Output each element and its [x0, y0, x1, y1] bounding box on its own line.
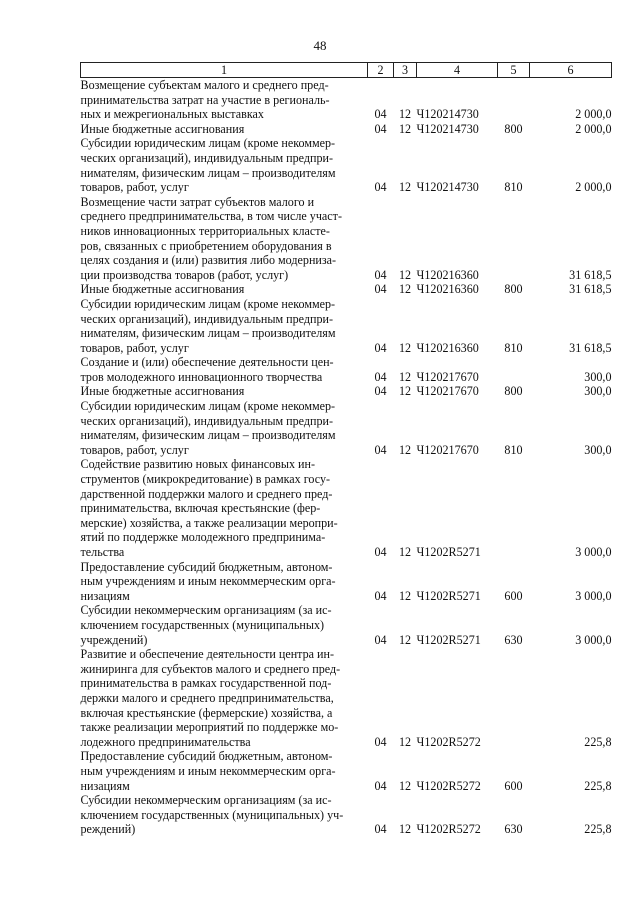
row-name-line: струментов (микрокредитование) в рамках госу- — [80, 472, 331, 487]
amount: 300,0 — [584, 369, 612, 384]
amount: 2 000,0 — [575, 180, 612, 195]
row-name-line: Иные бюджетные ассигнования — [80, 384, 245, 399]
section-code: 04 — [374, 632, 387, 647]
section-code: 04 — [374, 180, 387, 195]
expense-type-code: 810 — [504, 180, 523, 195]
table-row — [81, 122, 612, 137]
row-name-line: Возмещение части затрат субъектов малого и — [80, 194, 315, 209]
row-name-line: ников инновационных территориальных класте- — [80, 223, 330, 238]
row-name — [81, 195, 368, 283]
target-article-code: Ч120216360 — [416, 267, 479, 282]
row-name-line: принимательства в рамках государственной под- — [80, 676, 332, 691]
row-name-line: Субсидии некоммерческим организациям (за ис- — [80, 603, 332, 618]
header-col-5: 5 — [498, 63, 530, 78]
subsection-code: 12 — [398, 107, 412, 122]
subsection-code: 12 — [398, 384, 412, 399]
row-name-line: принимательства затрат на участие в региональ- — [80, 92, 330, 107]
subsection-code: 12 — [398, 442, 412, 457]
row-name-line: также реализации мероприятий по поддержке мо- — [80, 720, 339, 735]
amount: 225,8 — [584, 822, 612, 837]
row-name-line: Субсидии юридическим лицам (кроме некоммер- — [80, 399, 336, 414]
expense-type-code — [498, 355, 530, 384]
row-name-line: ным учреждениям и иным некоммерческим орга- — [80, 574, 336, 589]
expense-type-code: 600 — [504, 588, 523, 603]
expense-type-code: 630 — [504, 632, 523, 647]
row-name-line: Субсидии юридическим лицам (кроме некоммер- — [80, 296, 336, 311]
row-name — [81, 297, 368, 355]
expense-type-code: 800 — [504, 384, 523, 399]
row-name-line: реждений) — [80, 822, 136, 837]
row-name-line: ческих организаций), индивидуальным предпри- — [80, 150, 334, 165]
table-row — [81, 297, 612, 355]
row-name-line: товаров, работ, услуг — [80, 340, 189, 355]
amount: 2 000,0 — [575, 107, 612, 122]
row-name-line: Иные бюджетные ассигнования — [80, 121, 245, 136]
table-row — [81, 647, 612, 749]
row-name-line: принимательства, включая крестьянские (фер- — [80, 501, 321, 516]
expense-type-code: 600 — [504, 778, 523, 793]
subsection-code: 12 — [398, 734, 412, 749]
row-name-line: Субсидии некоммерческим организациям (за ис- — [80, 793, 332, 808]
section-code: 04 — [374, 107, 387, 122]
row-name-line: учреждений) — [80, 632, 148, 647]
row-name-line: Предоставление субсидий бюджетным, автоном- — [80, 559, 333, 574]
target-article-code: Ч120214730 — [416, 180, 479, 195]
row-name-line: ятий по поддержке молодежного предпринима- — [80, 530, 326, 545]
row-name-line: ров, связанных с приобретением оборудования в — [80, 238, 332, 253]
row-name-line: ческих организаций), индивидуальным предпри- — [80, 413, 334, 428]
subsection-code: 12 — [398, 588, 412, 603]
row-name-line: Содействие развитию новых финансовых ин- — [80, 457, 316, 472]
row-name-line: ции производства товаров (работ, услуг) — [80, 267, 289, 282]
target-article-code: Ч120217670 — [416, 384, 479, 399]
row-name-line: включая крестьянские (фермерские) хозяйства, а — [80, 705, 333, 720]
row-name-line: нимателям, физическим лицам – производителям — [80, 165, 336, 180]
section-code: 04 — [374, 121, 387, 136]
row-name-line: ным учреждениям и иным некоммерческим орга- — [80, 763, 336, 778]
target-article-code: Ч120214730 — [416, 107, 479, 122]
target-article-code: Ч1202R5271 — [416, 632, 481, 647]
amount: 2 000,0 — [575, 121, 612, 136]
section-code: 04 — [374, 340, 387, 355]
target-article-code: Ч1202R5271 — [416, 588, 481, 603]
amount: 300,0 — [584, 442, 612, 457]
row-name — [81, 793, 368, 837]
row-name-line: жиниринга для субъектов малого и среднего пред- — [80, 661, 341, 676]
target-article-code: Ч120214730 — [416, 121, 479, 136]
section-code: 04 — [374, 384, 387, 399]
subsection-code: 12 — [398, 545, 412, 559]
row-name — [81, 399, 368, 457]
expense-type-code: 810 — [504, 442, 523, 457]
row-name — [81, 136, 368, 194]
header-col-4: 4 — [417, 63, 498, 78]
row-name-line: среднего предпринимательства, в том числе участ- — [80, 209, 342, 224]
subsection-code: 12 — [398, 267, 412, 282]
expense-type-code: 810 — [504, 340, 523, 355]
expense-type-code: 630 — [504, 822, 523, 837]
row-name-line: мерские) хозяйства, а также реализации меропри- — [80, 515, 338, 530]
row-name-line: товаров, работ, услуг — [80, 180, 189, 195]
row-name-line: лодежного предпринимательства — [80, 734, 251, 749]
row-name — [81, 749, 368, 793]
amount: 3 000,0 — [575, 545, 612, 559]
expense-type-code — [498, 195, 530, 283]
amount: 31 618,5 — [569, 282, 612, 297]
section-code: 04 — [374, 282, 387, 297]
row-name-line: нимателям, физическим лицам – производителям — [80, 428, 336, 443]
table-row — [81, 195, 612, 283]
section-code: 04 — [374, 369, 387, 384]
row-name-line: Развитие и обеспечение деятельности центра ин- — [80, 647, 335, 662]
subsection-code: 12 — [398, 180, 412, 195]
target-article-code: Ч120216360 — [416, 340, 479, 355]
section-code: 04 — [374, 822, 387, 837]
target-article-code: Ч1202R5272 — [416, 778, 481, 793]
expense-type-code: 800 — [504, 121, 523, 136]
header-col-2: 2 — [368, 63, 394, 78]
row-name-line: нимателям, физическим лицам – производителям — [80, 326, 336, 341]
table-row — [81, 355, 612, 384]
header-col-6: 6 — [530, 63, 612, 78]
row-name-line: ключением государственных (муниципальных) — [80, 617, 325, 632]
subsection-code: 12 — [398, 822, 412, 837]
section-code: 04 — [374, 545, 387, 559]
row-name-line: держки малого и среднего предпринимательства, — [80, 690, 334, 705]
amount: 225,8 — [584, 778, 612, 793]
row-name-line: дарственной поддержки малого и среднего пред- — [80, 486, 333, 501]
target-article-code: Ч1202R5272 — [416, 734, 481, 749]
table-row — [81, 457, 612, 559]
table-row — [81, 282, 612, 297]
table-row — [81, 793, 612, 837]
header-col-3: 3 — [394, 63, 417, 78]
row-name-line: целях создания и (или) развития либо модерниза- — [80, 253, 337, 268]
row-name — [81, 384, 368, 399]
subsection-code: 12 — [398, 632, 412, 647]
row-name — [81, 122, 368, 137]
row-name — [81, 647, 368, 749]
row-name-line: низациям — [80, 588, 130, 603]
expense-type-code — [498, 78, 530, 122]
table-row — [81, 136, 612, 194]
table-row — [81, 399, 612, 457]
row-name-line: Субсидии юридическим лицам (кроме некоммер- — [80, 136, 336, 151]
row-name — [81, 355, 368, 384]
section-code: 04 — [374, 267, 387, 282]
row-name — [81, 457, 368, 559]
table-row — [81, 78, 612, 122]
amount: 225,8 — [584, 734, 612, 749]
row-name-line: ческих организаций), индивидуальным предпри- — [80, 311, 334, 326]
row-name — [81, 560, 368, 604]
target-article-code: Ч120217670 — [416, 369, 479, 384]
header-col-1: 1 — [81, 63, 368, 78]
target-article-code: Ч120216360 — [416, 282, 479, 297]
table-row — [81, 749, 612, 793]
row-name-line: тельства — [80, 545, 125, 559]
subsection-code: 12 — [398, 369, 412, 384]
subsection-code: 12 — [398, 340, 412, 355]
target-article-code: Ч120217670 — [416, 442, 479, 457]
amount: 3 000,0 — [575, 632, 612, 647]
row-name — [81, 603, 368, 647]
budget-table — [80, 62, 612, 837]
subsection-code: 12 — [398, 778, 412, 793]
section-code: 04 — [374, 588, 387, 603]
row-name-line: Иные бюджетные ассигнования — [80, 282, 245, 297]
section-code: 04 — [374, 442, 387, 457]
row-name — [81, 78, 368, 122]
table-body — [81, 78, 612, 837]
expense-type-code — [498, 457, 530, 559]
row-name-line: ных и межрегиональных выставках — [80, 107, 264, 122]
subsection-code: 12 — [398, 282, 412, 297]
target-article-code: Ч1202R5271 — [416, 545, 481, 559]
amount: 31 618,5 — [569, 267, 612, 282]
amount: 3 000,0 — [575, 588, 612, 603]
section-code: 04 — [374, 734, 387, 749]
table-row — [81, 603, 612, 647]
row-name — [81, 282, 368, 297]
row-name-line: Создание и (или) обеспечение деятельности цен- — [80, 355, 334, 370]
target-article-code: Ч1202R5272 — [416, 822, 481, 837]
header-row — [81, 63, 612, 78]
section-code: 04 — [374, 778, 387, 793]
row-name-line: товаров, работ, услуг — [80, 442, 189, 457]
row-name-line: низациям — [80, 778, 130, 793]
amount: 31 618,5 — [569, 340, 612, 355]
expense-type-code: 800 — [504, 282, 523, 297]
row-name-line: тров молодежного инновационного творчества — [80, 369, 323, 384]
page-number: 48 — [313, 38, 327, 53]
row-name-line: Предоставление субсидий бюджетным, автоном- — [80, 749, 333, 764]
subsection-code: 12 — [398, 121, 412, 136]
table-row — [81, 560, 612, 604]
row-name-line: Возмещение субъектам малого и среднего пред- — [80, 78, 329, 92]
expense-type-code — [498, 647, 530, 749]
amount: 300,0 — [584, 384, 612, 399]
row-name-line: ключением государственных (муниципальных) уч- — [80, 807, 344, 822]
table-row — [81, 384, 612, 399]
